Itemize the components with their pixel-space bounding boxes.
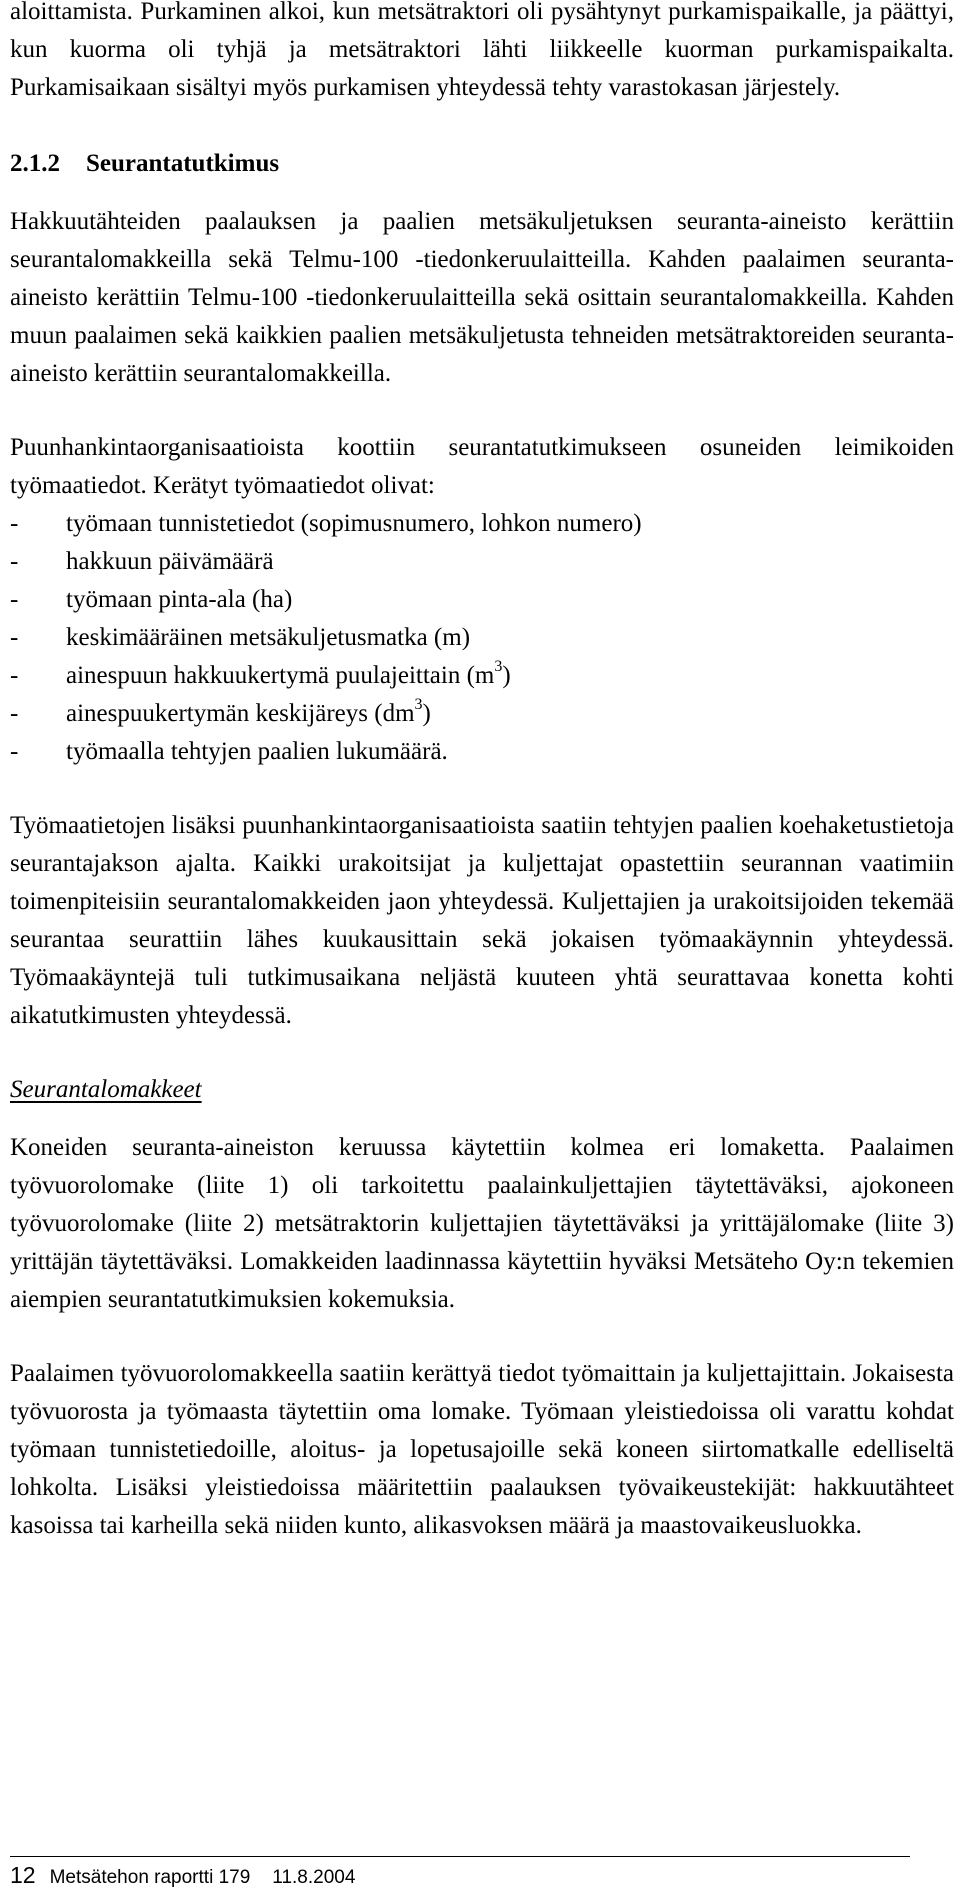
document-page <box>10 0 954 1545</box>
paragraph-baler-form: Paalaimen työvuorolomakkeella saatiin kerättyä tiedot työmaittain ja kuljettajittain. Jokaisesta työvuorosta ja työmaasta täytettiin oma lomake. Työmaan yleistiedoissa oli varattu kohdat työmaan tunnistetiedoille, aloitus- ja lopetusajoille sekä koneen siirtomatkalle edelliseltä lohkolta. Lisäksi yleistiedoissa määritettiin paalauksen työvaikeustekijät: hakkuutähteet kasoissa tai karheilla sekä niiden kunto, alikasvoksen määrä ja maastovaikeusluokka. <box>10 1360 954 1539</box>
list-item: - ainespuun hakkuukertymä puulajeittain $(m^3)$ <box>10 657 954 695</box>
page-footer <box>10 1862 355 1891</box>
list-item: - keskimääräinen metsäkuljetusmatka (m) <box>10 619 954 657</box>
paragraph-instruction: Työmaatietojen lisäksi puunhankintaorganisaatioista saatiin tehtyjen paalien koehaketustietoja seurantajakson ajalta. Kaikki urakoitsijat ja kuljettajat opastettiin seurannan vaatimiin toimenpiteisiin seurantalomakkeiden jaon yhteydessä. Kuljettajien ja urakoitsijoiden tekemää seurantaa seurattiin lähes kuukausittain sekä jokaisen työmaakäynnin yhteydessä. Työmaakäyntejä tuli tutkimusaikana neljästä kuuteen yhtä seurattavaa konetta kohti aikatutkimusten yhteydessä. <box>10 812 954 1029</box>
list-dash: - <box>10 548 19 575</box>
publication-date: 11.8.2004 <box>272 1867 356 1888</box>
subheading: Seurantalomakkeet <box>10 1076 202 1103</box>
list-dash: - <box>10 624 19 651</box>
section-heading <box>10 145 954 183</box>
list-item: - työmaan tunnistetiedot (sopimusnumero, lohkon numero) <box>10 505 954 543</box>
section-number: 2.1.2 <box>10 150 60 177</box>
paragraph-site-data: Puunhankintaorganisaatioista koottiin seurantatutkimukseen osuneiden leimikoiden työmaatiedot. Kerätyt työmaatiedot olivat: <box>10 434 954 499</box>
list-dash: - <box>10 586 19 613</box>
list-dash: - <box>10 700 19 727</box>
list-item: - ainespuukertymän keskijäreys $(dm^3)$ <box>10 695 954 733</box>
intro-paragraph: aloittamista. Purkaminen alkoi, kun metsätraktori oli pysähtynyt purkamispaikalle, ja päättyi, kun kuorma oli tyhjä ja metsätraktori lähti liikkeelle kuorman purkamispaikalta. Purkamisaikaan sisältyi myös purkamisen yhteydessä tehty varastokasan järjestely. <box>10 0 954 101</box>
page-number: 12 <box>10 1862 36 1888</box>
list-item: - hakkuun päivämäärä <box>10 543 954 581</box>
list-dash: - <box>10 738 19 765</box>
site-data-list <box>10 505 954 771</box>
list-item: - työmaalla tehtyjen paalien lukumäärä. <box>10 733 954 771</box>
section-title: Seurantatutkimus <box>86 150 280 177</box>
list-dash: - <box>10 510 19 537</box>
paragraph-forms: Koneiden seuranta-aineiston keruussa käytettiin kolmea eri lomaketta. Paalaimen työvuorolomake (liite 1) oli tarkoitettu paalainkuljettajien täytettäväksi, ajokoneen työvuorolomake (liite 2) metsätraktorin kuljettajien täytettäväksi ja yrittäjälomake (liite 3) yrittäjän täytettäväksi. Lomakkeiden laadinnassa käytettiin hyväksi Metsäteho Oy:n tekemien aiempien seurantatutkimuksien kokemuksia. <box>10 1134 954 1313</box>
list-item: - työmaan pinta-ala (ha) <box>10 581 954 619</box>
list-dash: - <box>10 662 19 689</box>
paragraph-data-collection: Hakkuutähteiden paalauksen ja paalien metsäkuljetuksen seuranta-aineisto kerättiin seurantalomakkeilla sekä Telmu-100 -tiedonkeruulaitteilla. Kahden paalaimen seuranta-aineisto kerättiin Telmu-100 -tiedonkeruulaitteilla sekä osittain seurantalomakkeilla. Kahden muun paalaimen sekä kaikkien paalien metsäkuljetusta tehneiden metsätraktoreiden seuranta-aineisto kerättiin seurantalomakkeilla. <box>10 208 954 387</box>
footer-divider <box>10 1856 910 1857</box>
publication-title: Metsätehon raportti 179 <box>49 1867 251 1888</box>
